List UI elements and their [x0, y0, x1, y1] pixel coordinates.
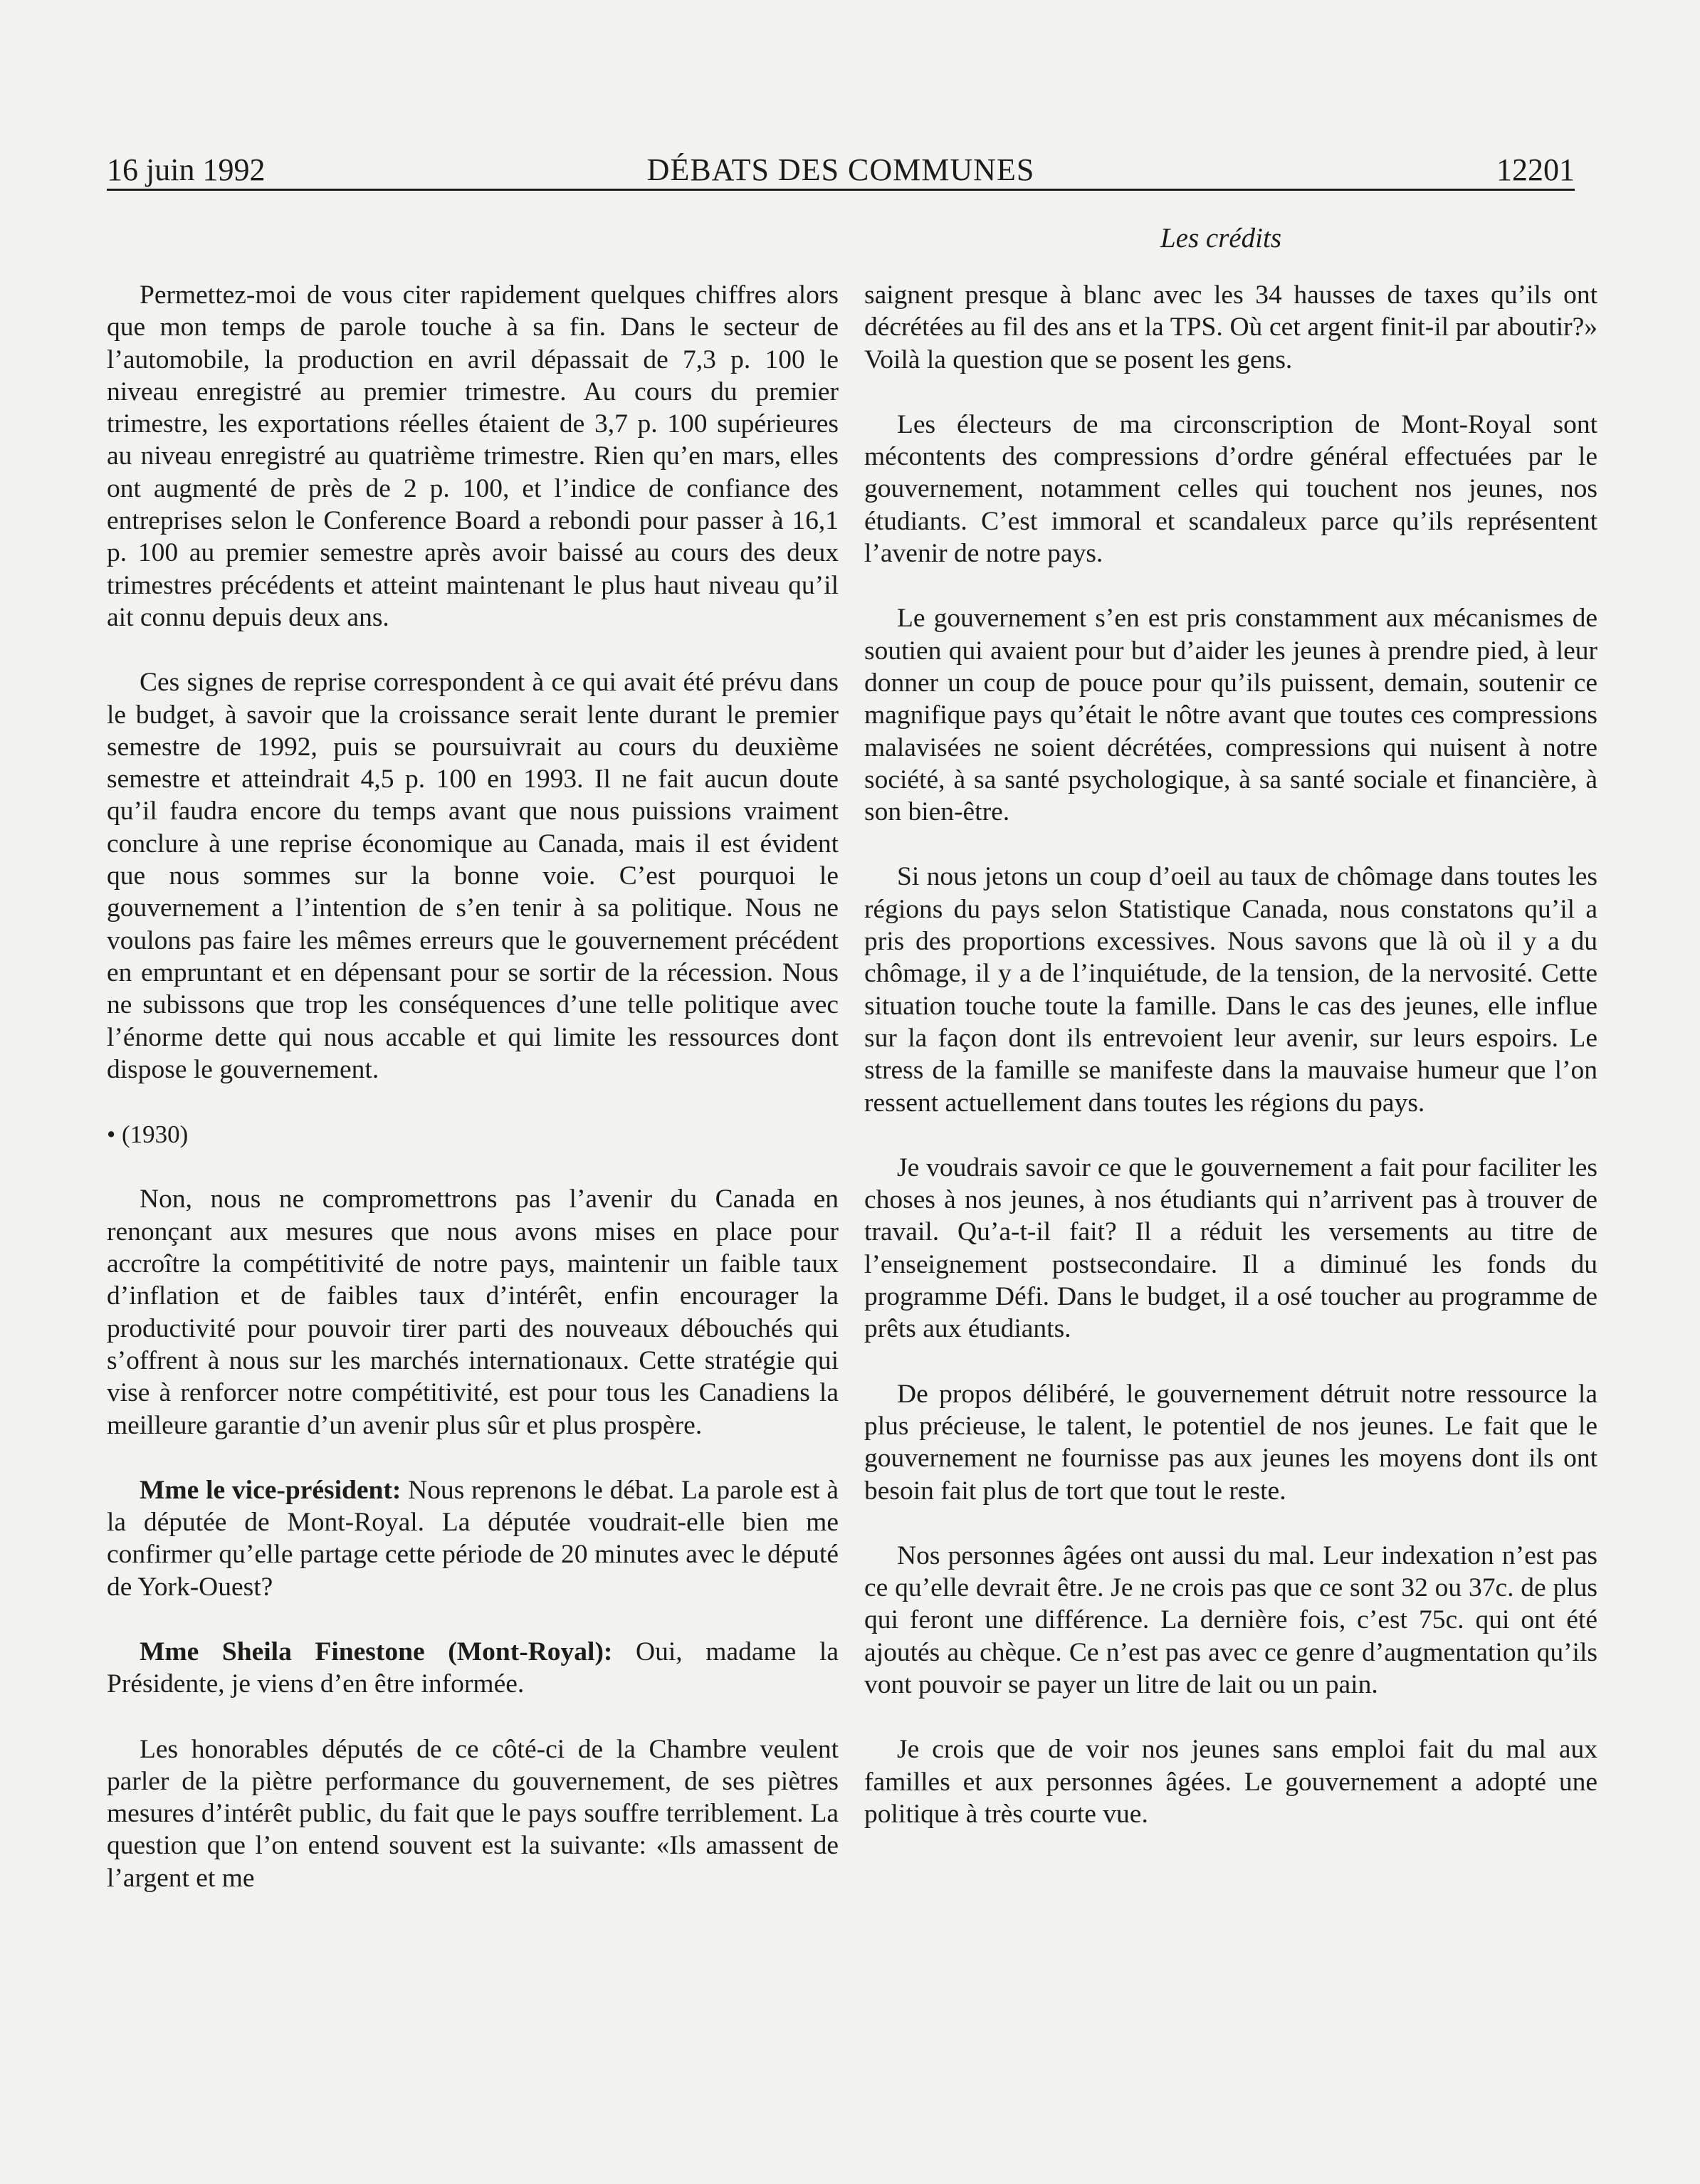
speech-text: Nous reprenons le débat. La parole est à la députée de Mont-Royal. La députée voudrait-elle bien me confirmer qu’elle partage cette période de 20 minutes avec le député de York-Ouest?	[107, 1475, 839, 1602]
page-header	[107, 146, 1575, 191]
section-title: Les crédits	[1160, 223, 1282, 253]
paragraph: Le gouvernement s’en est pris constamment aux mécanismes de soutien qui avaient pour but d’aider les jeunes à prendre pied, à leur donner un coup de pouce pour qu’ils puissent, demain, soutenir ce magnifique pays qu’était le nôtre avant que toutes ces compressions malavisées ne soient décrétées, compressions qui nuisent à notre société, à sa santé psychologique, à sa santé sociale et financière, à son bien-être.	[864, 604, 1597, 827]
header-page-number: 12201	[1496, 152, 1575, 187]
right-column	[864, 279, 1597, 1863]
paragraph: Si nous jetons un coup d’oeil au taux de chômage dans toutes les régions du pays selon Statistique Canada, nous constatons qu’il a pris des proportions excessives. Nous savons que là où il y a du chômage, il y a de l’inquiétude, de la tension, de la nervosité. Cette situation touche toute la famille. Dans le cas des jeunes, elle influe sur la façon dont ils entrevoient leur avenir, sur leurs espoirs. Le stress de la famille se manifeste dans la mauvaise humeur que l’on ressent actuellement dans toutes les régions du pays.	[864, 862, 1597, 1118]
paragraph: Non, nous ne compromettrons pas l’avenir du Canada en renonçant aux mesures que nous avons mises en place pour accroître la compétitivité de notre pays, maintenir un faible taux d’inflation et de faibles taux d’intérêt, enfin encourager la productivité pour pouvoir tirer parti des nouveaux débouchés qui s’offrent à nous sur les marchés internationaux. Cette stratégie qui vise à renforcer notre compétitivité, est pour tous les Canadiens la meilleure garantie d’un avenir plus sûr et plus prospère.	[107, 1185, 839, 1440]
left-column	[107, 279, 839, 1927]
paragraph: Nos personnes âgées ont aussi du mal. Leur indexation n’est pas ce qu’elle devrait être. Je ne crois pas que ce sont 32 ou 37c. de plus qui feront une différence. La dernière fois, c’est 75c. qui ont été ajoutés au chèque. Ce n’est pas avec ce genre d’augmentation qu’ils vont pouvoir se payer un litre de lait ou un pain.	[864, 1540, 1597, 1699]
paragraph: Je voudrais savoir ce que le gouvernement a fait pour faciliter les choses à nos jeunes, à nos étudiants qui n’arrivent pas à trouver de travail. Qu’a-t-il fait? Il a réduit les versements au titre de l’enseignement postsecondaire. Il a diminué les fonds du programme Défi. Dans le budget, il a osé toucher au programme de prêts aux étudiants.	[864, 1153, 1597, 1344]
speaker-paragraph	[107, 1636, 839, 1701]
paragraph: Les honorables députés de ce côté-ci de la Chambre veulent parler de la piètre performance du gouvernement, de ses piètres mesures d’intérêt public, du fait que le pays souffre terriblement. La question que l’on entend souvent est la suivante: «Ils amassent de l’argent et me	[107, 1734, 839, 1893]
paragraph: Ces signes de reprise correspondent à ce qui avait été prévu dans le budget, à savoir que la croissance serait lente durant le premier semestre de 1992, puis se poursuivrait au cours du deuxième semestre et atteindrait 4,5 p. 100 en 1993. Il ne fait aucun doute qu’il faudra encore du temps avant que nous puissions vraiment conclure à une reprise économique au Canada, mais il est évident que nous sommes sur la bonne voie. C’est pourquoi le gouvernement a l’intention de s’en tenir à sa politique. Nous ne voulons pas faire les mêmes erreurs que le gouvernement précédent en empruntant et en dépensant pour se sortir de la récession. Nous ne subissons que trop les conséquences d’une telle politique avec l’énorme dette qui nous accable et qui limite les ressources dont dispose le gouvernement.	[107, 668, 839, 1084]
paragraph: Les électeurs de ma circonscription de Mont-Royal sont mécontents des compressions d’ordre général effectuées par le gouvernement, notamment celles qui touchent nos jeunes, nos étudiants. C’est immoral et scandaleux parce qu’ils représentent l’avenir de notre pays.	[864, 409, 1597, 569]
paragraph: Je crois que de voir nos jeunes sans emploi fait du mal aux familles et aux personnes âgées. Le gouvernement a adopté une politique à très courte vue.	[864, 1735, 1597, 1829]
paragraph: Permettez-moi de vous citer rapidement quelques chiffres alors que mon temps de parole touche à sa fin. Dans le secteur de l’automobile, la production en avril dépassait de 7,3 p. 100 le niveau enregistré au premier trimestre. Au cours du premier trimestre, les exportations réelles étaient de 3,7 p. 100 supérieures au niveau enregistré au quatrième trimestre. Rien qu’en mars, elles ont augmenté de près de 2 p. 100, et l’indice de confiance des entreprises selon le Conference Board a rebondi pour passer à 16,1 p. 100 au premier semestre après avoir baissé au cours des deux trimestres précédents et atteint maintenant le plus haut niveau qu’il ait connu depuis deux ans.	[107, 280, 839, 632]
time-marker: • (1930)	[107, 1120, 189, 1149]
speaker-paragraph	[107, 1474, 839, 1603]
speaker-name: Mme Sheila Finestone (Mont-Royal):	[140, 1637, 613, 1666]
speaker-name: Mme le vice-président:	[140, 1475, 402, 1505]
header-title: DÉBATS DES COMMUNES	[646, 152, 1035, 187]
speech-text: Oui, madame la Présidente, je viens d’en être informée.	[107, 1637, 839, 1699]
paragraph: saignent presque à blanc avec les 34 hausses de taxes qu’ils ont décrétées au fil des ans et la TPS. Où cet argent finit-il par aboutir?» Voilà la question que se posent les gens.	[864, 280, 1597, 374]
paragraph: De propos délibéré, le gouvernement détruit notre ressource la plus précieuse, le talent, le potentiel de nos jeunes. Le fait que le gouvernement ne fournisse pas aux jeunes les moyens dont ils ont besoin fait plus de tort que tout le reste.	[864, 1379, 1597, 1506]
header-date: 16 juin 1992	[107, 152, 266, 187]
